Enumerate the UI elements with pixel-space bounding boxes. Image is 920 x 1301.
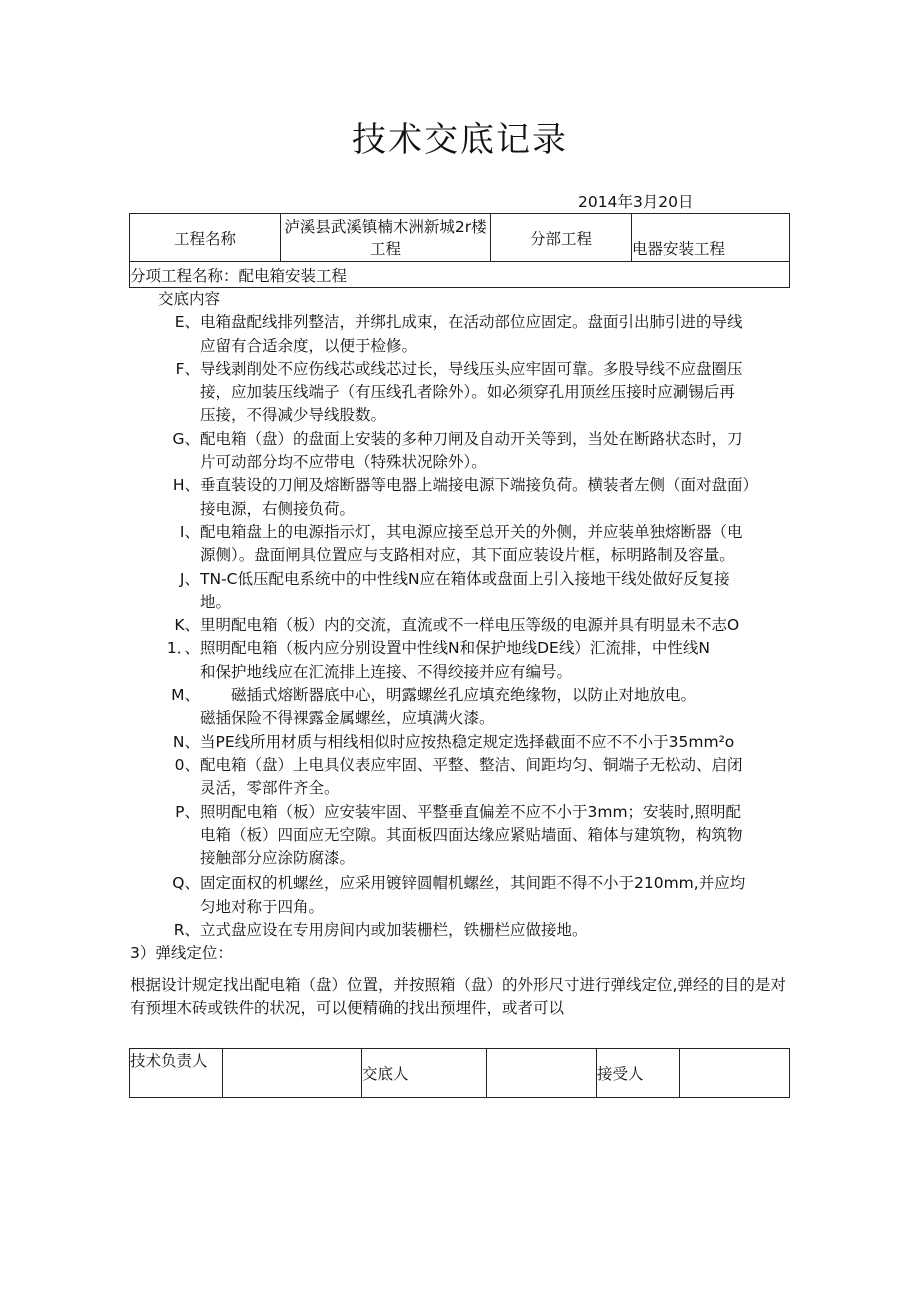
item-text: 照明配电箱（板）应安装牢固、平整垂直偏差不应不小于3mm；安装时,照明配 bbox=[200, 802, 741, 821]
signature-table bbox=[129, 1048, 790, 1098]
receiver-value bbox=[680, 1049, 790, 1098]
item-label bbox=[130, 381, 200, 404]
content-body bbox=[130, 288, 800, 1020]
list-item bbox=[130, 568, 800, 591]
item-text: 地。 bbox=[200, 592, 232, 611]
list-item bbox=[130, 544, 800, 567]
item-text: 磁插式熔断器底中心，明露螺丝孔应填充绝缘物，以防止对地放电。 bbox=[200, 686, 697, 705]
item-label bbox=[130, 335, 200, 358]
item-label bbox=[130, 451, 200, 474]
page-title: 技术交底记录 bbox=[352, 120, 568, 160]
item-text: 源侧）。盘面闸具位置应与支路相对应，其下面应装设片框，标明路制及容量。 bbox=[200, 546, 735, 565]
item-text: 压接，不得减少导线股数。 bbox=[200, 406, 387, 425]
list-item bbox=[130, 801, 800, 824]
item-text: 里明配电箱（板）内的交流，直流或不一样电压等级的电源并具有明显未不志O bbox=[200, 616, 740, 635]
item-label bbox=[130, 591, 200, 614]
item-text: 片可动部分均不应带电（特殊状况除外）。 bbox=[200, 453, 487, 472]
list-item bbox=[130, 614, 800, 637]
section3-title: 3）弹线定位： bbox=[130, 944, 233, 963]
item-text: 应留有合适余度，以便于检修。 bbox=[200, 336, 418, 355]
item-label: 1．、 bbox=[166, 639, 200, 658]
list-item bbox=[130, 358, 800, 381]
item-text: TN-C低压配电系统中的中性线N应在箱体或盘面上引入接地干线处做好反复接 bbox=[200, 569, 730, 588]
item-label: N、 bbox=[172, 732, 200, 751]
list-item bbox=[130, 637, 800, 660]
item-text: 接电源，右侧接负荷。 bbox=[200, 499, 356, 518]
item-label bbox=[130, 896, 200, 919]
item-label: G、 bbox=[172, 429, 200, 448]
list-item bbox=[130, 335, 800, 358]
item-text: 灵活，零部件齐全。 bbox=[200, 779, 340, 798]
item-text: 固定面权的机螺丝，应采用镀锌圆帽机螺丝，其间距不得不小于210mm,并应均 bbox=[200, 874, 746, 893]
item-label: H、 bbox=[172, 476, 200, 495]
item-text: 电箱盘配线排列整洁，并绑扎成束，在活动部位应固定。盘面引出肺引进的导线 bbox=[200, 313, 743, 332]
item-text: 配电箱（盘）的盘面上安装的多种刀闸及自动开关等到，当处在断路状态时，刀 bbox=[200, 429, 743, 448]
item-label bbox=[130, 824, 200, 847]
project-name-value: 泸溪县武溪镇楠木洲新城2r楼工程 bbox=[281, 214, 491, 262]
list-item bbox=[130, 872, 800, 895]
item-text: 接，应加装压线端子（有压线孔者除外）。如必须穿孔用顶丝压接时应涮锡后再 bbox=[200, 383, 735, 402]
item-label: P、 bbox=[175, 802, 200, 821]
list-item bbox=[130, 311, 800, 334]
item-text: 当PE线所用材质与相线相似时应按热稳定规定选择截面不应不不小于35mm²o bbox=[200, 732, 735, 751]
tech-lead-value bbox=[223, 1049, 362, 1098]
list-item bbox=[130, 381, 800, 404]
list-item bbox=[130, 684, 800, 707]
list-item bbox=[130, 498, 800, 521]
item-text: 配电箱盘上的电源指示灯，其电源应接至总开关的外侧，并应装单独熔断器（电 bbox=[200, 522, 743, 541]
receiver-label: 接受人 bbox=[597, 1049, 680, 1098]
list-item bbox=[130, 707, 800, 730]
tech-lead-label: 技术负责人 bbox=[130, 1049, 223, 1098]
list-item bbox=[130, 731, 800, 754]
item-label: F、 bbox=[175, 359, 200, 378]
subitem-label: 分项工程名称： bbox=[130, 266, 239, 285]
item-label bbox=[130, 707, 200, 730]
item-text: 立式盘应设在专用房间内或加装栅栏，铁栅栏应做接地。 bbox=[200, 921, 588, 940]
item-label: E、 bbox=[174, 313, 200, 332]
list-item bbox=[130, 919, 800, 942]
list-item bbox=[130, 824, 800, 847]
item-text: 导线剥削处不应伤线芯或线芯过长，导线压头应牢固可靠。多股导线不应盘圈压 bbox=[200, 359, 743, 378]
list-item bbox=[130, 404, 800, 427]
list-item bbox=[130, 428, 800, 451]
list-item bbox=[130, 474, 800, 497]
item-text: 电箱（板）四面应无空隙。其面板四面达缘应紧贴墙面、箱体与建筑物，构筑物 bbox=[200, 825, 743, 844]
item-text: 匀地对称于四角。 bbox=[200, 897, 325, 916]
list-item bbox=[130, 661, 800, 684]
item-label: M、 bbox=[171, 686, 200, 705]
division-value: 电器安装工程 bbox=[632, 214, 790, 262]
item-label bbox=[130, 404, 200, 427]
list-item bbox=[130, 754, 800, 777]
item-label bbox=[130, 544, 200, 567]
list-item bbox=[130, 847, 800, 870]
subitem-row bbox=[130, 262, 790, 288]
list-item bbox=[130, 591, 800, 614]
item-text: 和保护地线应在汇流排上连接、不得绞接并应有编号。 bbox=[200, 662, 573, 681]
item-label bbox=[130, 661, 200, 684]
subitem-value: 配电箱安装工程 bbox=[238, 266, 348, 285]
item-label bbox=[130, 777, 200, 800]
content-title: 交底内容 bbox=[158, 290, 221, 308]
item-label: Q、 bbox=[172, 874, 200, 893]
item-text: 垂直装设的刀闸及熔断器等电器上端接电源下端接负荷。横装者左侧（面对盘面） bbox=[200, 476, 759, 495]
briefer-label: 交底人 bbox=[362, 1049, 487, 1098]
item-label: 0、 bbox=[174, 755, 200, 774]
item-text: 配电箱（盘）上电具仪表应牢固、平整、整洁、间距均匀、铜端子无松动、启闭 bbox=[200, 755, 743, 774]
project-name-label: 工程名称 bbox=[130, 214, 281, 262]
section3-paragraph: 根据设计规定找出配电箱（盘）位置，并按照箱（盘）的外形尺寸进行弹线定位,弹经的目的是对有预埋木砖或铁件的状况，可以便精确的找出预埋件，或者可以 bbox=[130, 975, 786, 1017]
item-text: 磁插保险不得裸露金属螺丝，应填满火漆。 bbox=[200, 709, 495, 728]
item-label: I、 bbox=[179, 522, 200, 541]
list-item bbox=[130, 451, 800, 474]
item-list bbox=[130, 311, 800, 942]
header-table bbox=[129, 213, 790, 288]
list-item bbox=[130, 521, 800, 544]
item-label: R、 bbox=[173, 921, 200, 940]
record-date: 2014年3月20日 bbox=[578, 193, 694, 211]
item-label bbox=[130, 498, 200, 521]
item-text: 照明配电箱（板内应分别设置中性线N和保护地线DE线）汇流排，中性线N bbox=[200, 639, 710, 658]
item-text: 接触部分应涂防腐漆。 bbox=[200, 849, 356, 868]
item-label bbox=[130, 847, 200, 870]
list-item bbox=[130, 777, 800, 800]
list-item bbox=[130, 896, 800, 919]
division-label: 分部工程 bbox=[491, 214, 632, 262]
briefer-value bbox=[487, 1049, 597, 1098]
item-label: J、 bbox=[179, 569, 200, 588]
item-label: K、 bbox=[174, 616, 200, 635]
